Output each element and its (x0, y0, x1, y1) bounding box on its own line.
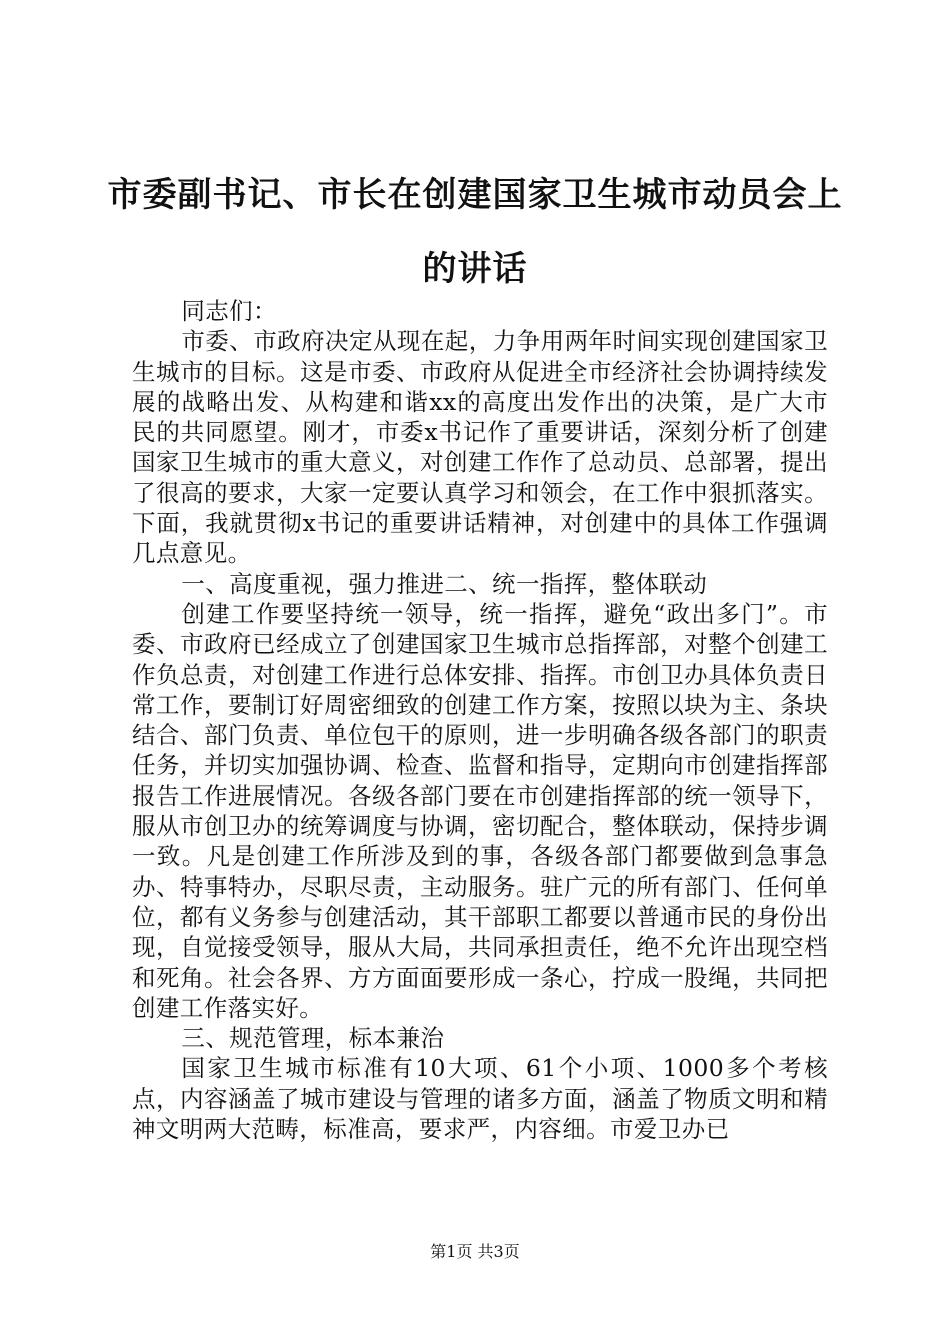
document-body (132, 296, 828, 1144)
paragraph-standards: 国家卫生城市标准有10大项、61个小项、1000多个考核点，内容涵盖了城市建设与管理的诸多方面，涵盖了物质文明和精神文明两大范畴，标准高，要求严，内容细。市爱卫办已 (132, 1054, 828, 1144)
document-title: 市委副书记、市长在创建国家卫生城市动员会上的讲话 (107, 175, 843, 289)
paragraph-intro: 市委、市政府决定从现在起，力争用两年时间实现创建国家卫生城市的目标。这是市委、市政府从促进全市经济社会协调持续发展的战略出发、从构建和谐xx的高度出发作出的决策，是广大市民的共同愿望。刚才，市委x书记作了重要讲话，深刻分析了创建国家卫生城市的重大意义，对创建工作作了总动员、总部署，提出了很高的要求，大家一定要认真学习和领会，在工作中狠抓落实。下面，我就贯彻x书记的重要讲话精神，对创建中的具体工作强调几点意见。 (132, 327, 828, 568)
section-heading-1-2: 一、高度重视，强力推进二、统一指挥，整体联动 (181, 569, 708, 598)
salutation: 同志们： (181, 297, 277, 325)
section-heading-3: 三、规范管理，标本兼治 (181, 1024, 445, 1053)
page-footer: 第1页 共3页 (430, 1242, 520, 1261)
paragraph-unified-command: 创建工作要坚持统一领导，统一指挥，避免“政出多门”。市委、市政府已经成立了创建国家卫生城市总指挥部，对整个创建工作负总责，对创建工作进行总体安排、指挥。市创卫办具体负责日常工作，要制订好周密细致的创建工作方案，按照以块为主、条块结合、部门负责、单位包干的原则，进一步明确各级各部门的职责任务，并切实加强协调、检查、监督和指导，定期向市创建指挥部报告工作进展情况。各级各部门要在市创建指挥部的统一领导下，服从市创卫办的统筹调度与协调，密切配合，整体联动，保持步调一致。凡是创建工作所涉及到的事，各级各部门都要做到急事急办、特事特办，尽职尽责，主动服务。驻广元的所有部门、任何单位，都有义务参与创建活动，其干部职工都要以普通市民的身份出现，自觉接受领导，服从大局，共同承担责任，绝不允许出现空档和死角。社会各界、方方面面要形成一条心，拧成一股绳，共同把创建工作落实好。 (132, 599, 828, 1022)
